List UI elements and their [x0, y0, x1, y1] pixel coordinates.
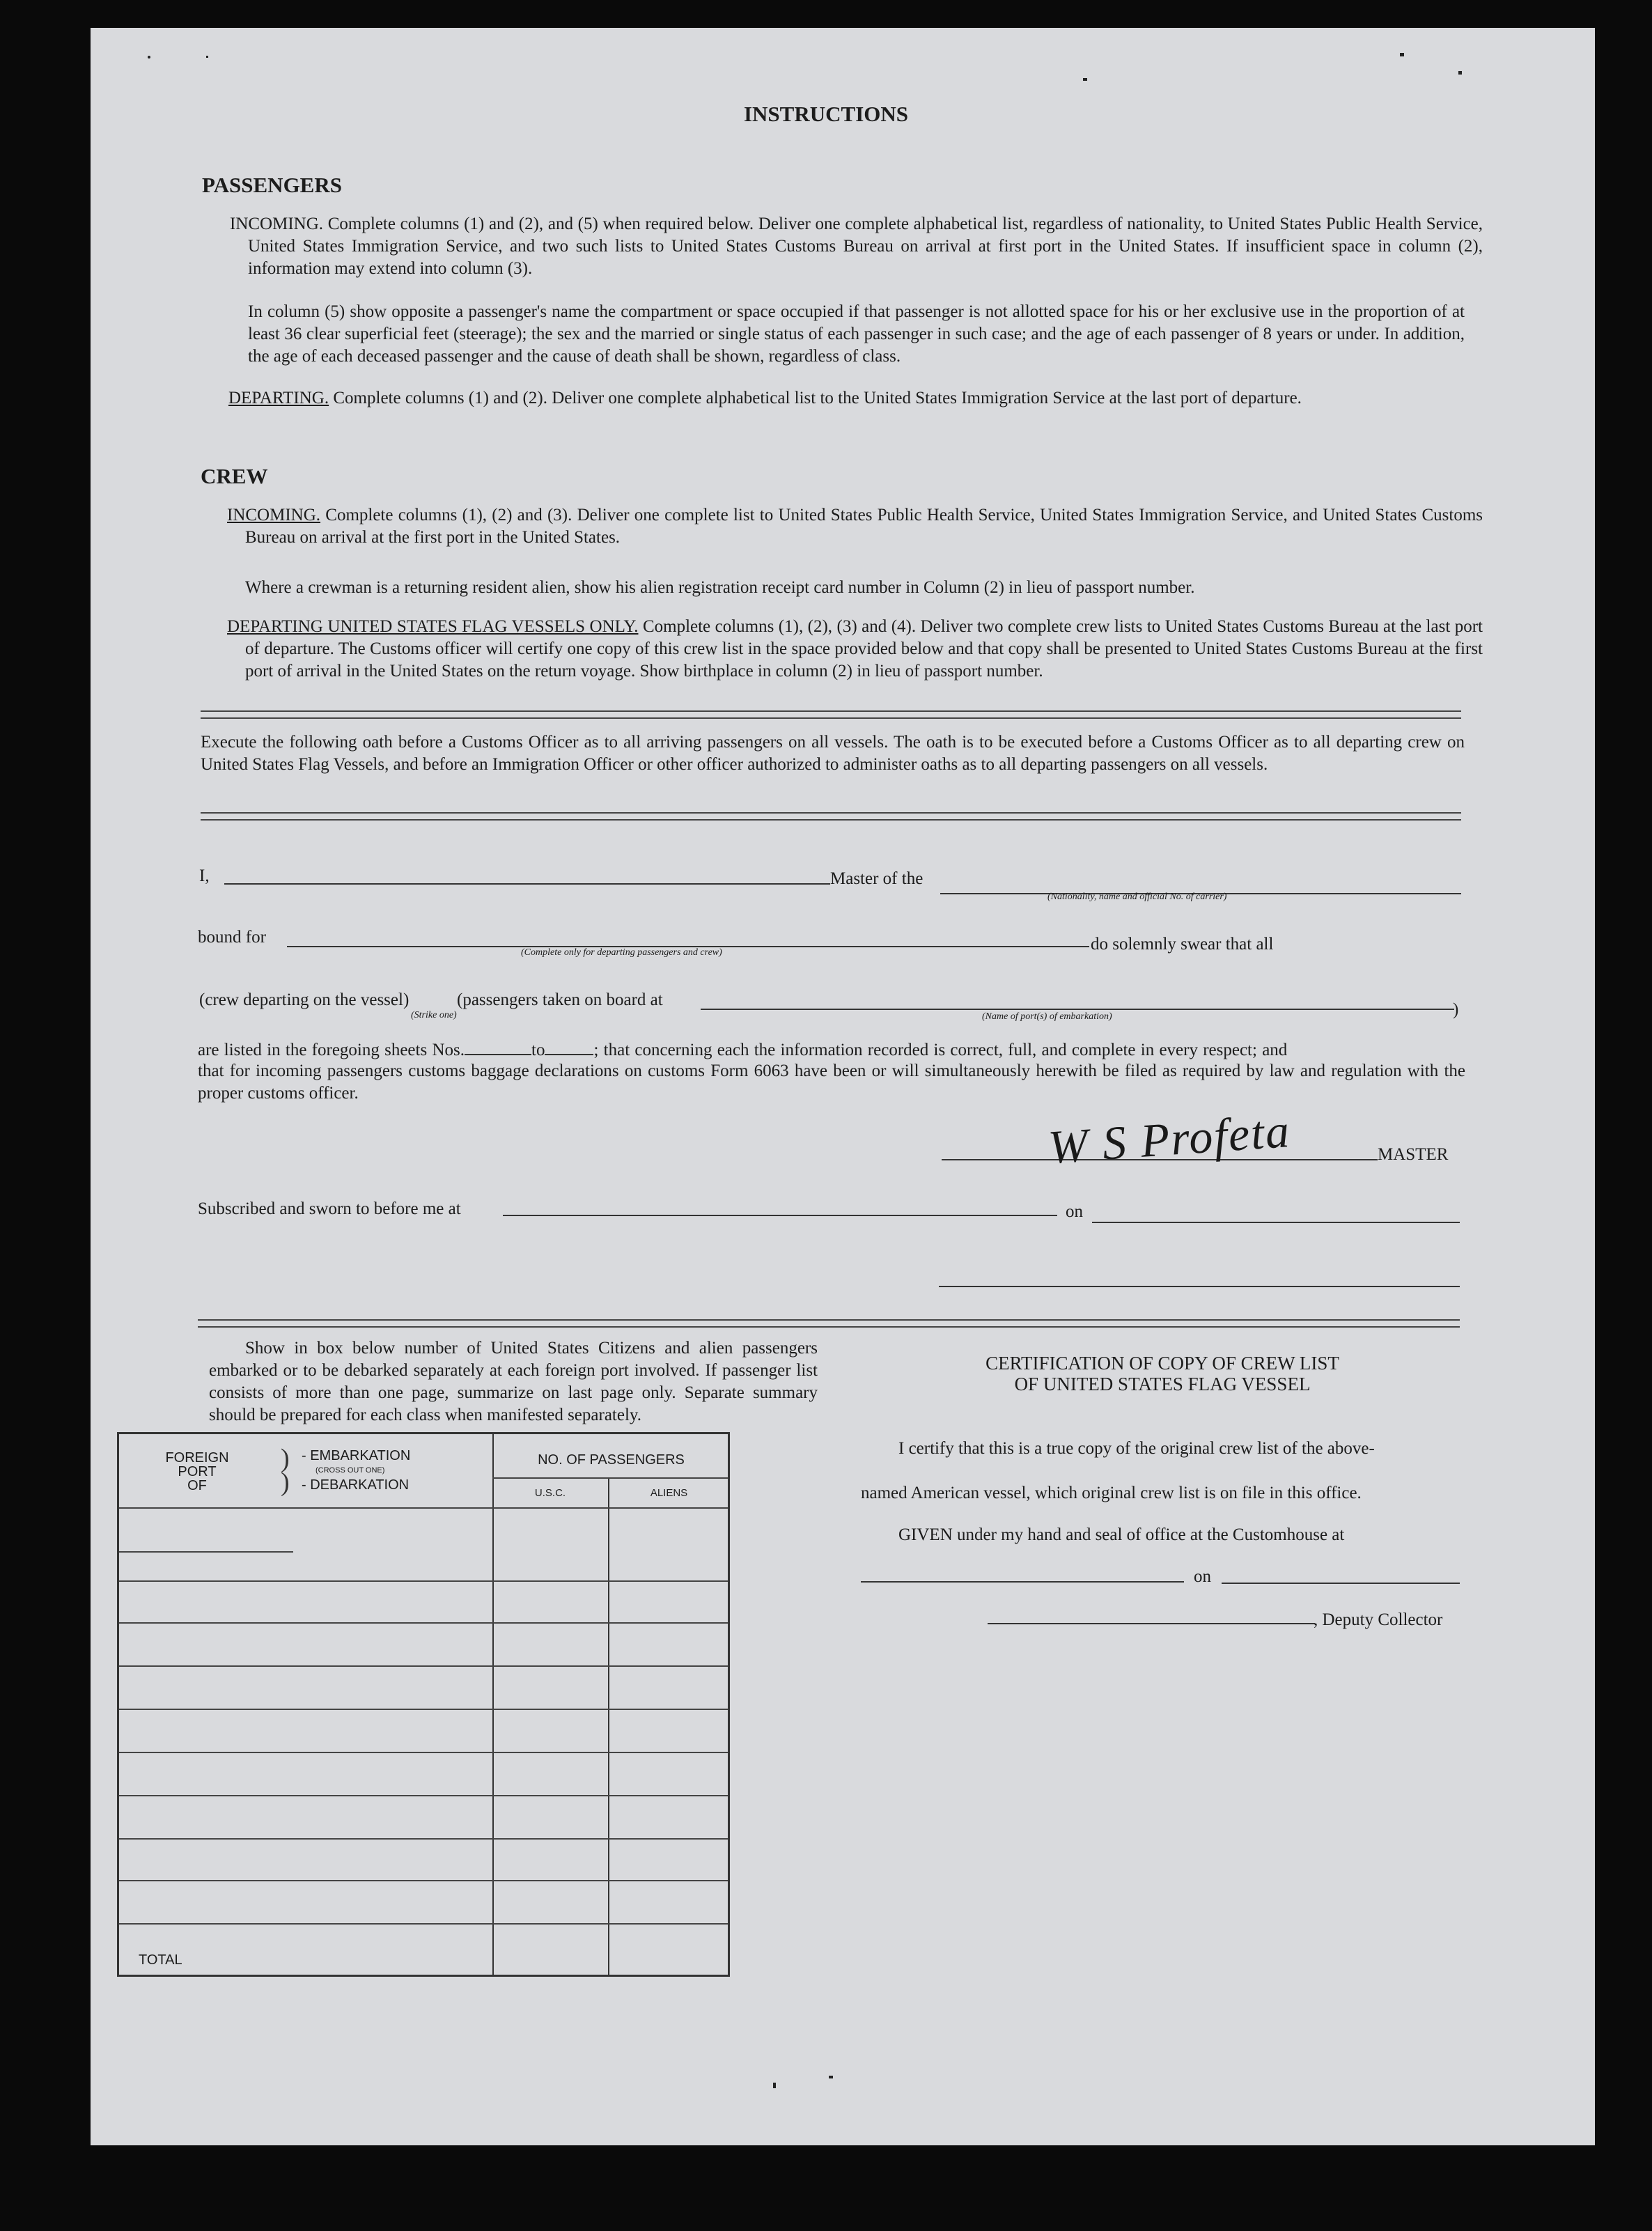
speck [1400, 53, 1404, 56]
of-label: OF [187, 1478, 207, 1493]
listed-sheets-label: are listed in the foregoing sheets Nos. [198, 1041, 465, 1059]
speck [773, 2083, 776, 2088]
sworn-on-label: on [1066, 1202, 1083, 1221]
certify-line1: I certify that this is a true copy of the original crew list of the above- [898, 1439, 1375, 1458]
crew-departing-text: Complete columns (1), (2), (3) and (4). Deliver two complete crew lists to United States Customs Bureau at the last port of departure. The Customs officer will certify one copy of this crew list in the space provided below and that copy shall be presented to United States Customs Bureau at the first port of arrival in the United States on the return voyage. Show birthplace in column (2) in lieu of passport number. [245, 617, 1483, 681]
instructions-title: INSTRUCTIONS [743, 102, 908, 126]
foreign-port-of-header [154, 1451, 240, 1493]
crew-incoming-label: INCOMING. [227, 506, 321, 524]
table-divider [492, 1477, 728, 1479]
aliens-header: ALIENS [650, 1487, 688, 1499]
certification-on-label: on [1194, 1567, 1211, 1586]
passengers-incoming-label: INCOMING. [230, 215, 324, 233]
complete-only-caption: (Complete only for departing passengers and crew) [521, 947, 722, 958]
table-row-line [119, 1923, 728, 1925]
crew-incoming-text: Complete columns (1), (2) and (3). Deliver one complete list to United States Public Health Service, United States Immigration Service, and United States Customs Bureau on arrival at the first port in the United States. [245, 506, 1483, 547]
crew-departing-paragraph [227, 616, 1483, 683]
table-row-line [119, 1752, 728, 1753]
crew-heading: CREW [201, 464, 268, 488]
master-signature: W S Profeta [1046, 1103, 1293, 1174]
table-header-bottom [119, 1507, 728, 1509]
cross-out-label: (CROSS OUT ONE) [315, 1466, 385, 1475]
strike-one-caption: (Strike one) [411, 1010, 457, 1020]
speck [148, 56, 150, 59]
listed-line [198, 1039, 1465, 1062]
name-of-port-caption: (Name of port(s) of embarkation) [982, 1011, 1112, 1022]
debarkation-label: - DEBARKATION [302, 1477, 410, 1493]
listed-to-label: to [531, 1041, 545, 1059]
passengers-departing-paragraph [228, 387, 1483, 410]
oath-i-label: I, [199, 866, 210, 885]
listed-rest-paragraph: that for incoming passengers customs baggage declarations on customs Form 6063 have been or will simultaneously herewith be filed as required by law and regulation with the proper customs officer. [198, 1062, 1465, 1103]
usc-header: U.S.C. [534, 1487, 566, 1499]
sworn-date-field[interactable] [1092, 1222, 1460, 1223]
table-row-line [119, 1795, 728, 1796]
table-row-line [119, 1665, 728, 1667]
table-row-line [119, 1551, 293, 1553]
oath-intro-paragraph: Execute the following oath before a Customs Officer as to all arriving passengers on all vessels. The oath is to be executed before a Customs Officer as to all departing crew on United States Flag Vessels, and before an Immigration Officer or other officer authorized to administer oaths as to all departing passengers on all vessels. [201, 733, 1465, 774]
table-row-line [119, 1580, 728, 1582]
passengers-heading: PASSENGERS [202, 173, 342, 197]
no-of-passengers-header: NO. OF PASSENGERS [538, 1452, 685, 1468]
table-divider [608, 1477, 609, 1975]
table-row-line [119, 1880, 728, 1881]
speck [1083, 78, 1087, 81]
passengers-column5-paragraph: In column (5) show opposite a passenger's name the compartment or space occupied if that passenger is not allotted space for his or her exclusive use in the proportion of at least 36 clear superficial feet (steerage); the sex and the married or single status of each passenger in such case; and the age of each passenger of 8 years or under. In addition, the age of each deceased passenger and the cause of death shall be shown, regardless of class. [248, 302, 1465, 366]
master-of-the-label: Master of the [830, 869, 924, 888]
table-row-line [119, 1622, 728, 1624]
summary-instructions: Show in box below number of United States Citizens and alien passengers embarked or to be debarked separately at each foreign port involved. If passenger list consists of more than one page, summarize on last page only. Separate summary should be prepared for each class when manifested separately. [209, 1339, 818, 1424]
passengers-departing-label: DEPARTING. [228, 389, 329, 407]
master-name-field[interactable] [224, 883, 830, 885]
nationality-caption: (Nationality, name and official No. of carrier) [1047, 892, 1227, 902]
divider [198, 1319, 1460, 1328]
crew-departing-option: (crew departing on the vessel) [199, 990, 410, 1009]
passengers-departing-text: Complete columns (1) and (2). Deliver one complete alphabetical list to the United States Immigration Service at the last port of departure. [333, 389, 1302, 407]
divider [201, 710, 1461, 719]
passengers-taken-option: (passengers taken on board at [457, 990, 663, 1009]
certification-title-line1: CERTIFICATION OF COPY OF CREW LIST [985, 1353, 1339, 1374]
speck [1458, 71, 1462, 75]
crew-incoming-paragraph [227, 504, 1483, 549]
passengers-incoming-paragraph [230, 213, 1483, 280]
brace: ) ) [281, 1444, 290, 1497]
divider [201, 812, 1461, 821]
sheet-from-field[interactable] [465, 1054, 531, 1055]
table-divider [492, 1434, 494, 1975]
bound-for-label: bound for [198, 928, 266, 947]
certification-title-line2: OF UNITED STATES FLAG VESSEL [1014, 1374, 1311, 1394]
certification-date-field[interactable] [1222, 1583, 1460, 1584]
crew-resident-paragraph: Where a crewman is a returning resident alien, show his alien registration receipt card number in Column (2) in lieu of passport number. [245, 578, 1195, 597]
deputy-collector-label: , Deputy Collector [1314, 1610, 1443, 1629]
subscribed-label: Subscribed and sworn to before me at [198, 1199, 461, 1218]
listed-correct-text: ; that concerning each the information recorded is correct, full, and complete in every respect; and [593, 1041, 1288, 1059]
do-solemnly-label: do solemnly swear that all [1091, 935, 1274, 954]
customhouse-field[interactable] [861, 1581, 1184, 1583]
deputy-collector-signature-field[interactable] [988, 1623, 1315, 1624]
sworn-place-field[interactable] [503, 1215, 1057, 1216]
master-label: MASTER [1378, 1145, 1449, 1164]
speck [206, 56, 208, 58]
port-label: PORT [178, 1464, 217, 1479]
speck [829, 2076, 833, 2078]
embarkation-port-field[interactable] [701, 1009, 1454, 1010]
total-label: TOTAL [139, 1952, 182, 1968]
officer-signature-field[interactable] [939, 1286, 1460, 1287]
embarkation-label: - EMBARKATION [302, 1448, 411, 1463]
certification-title [909, 1353, 1416, 1394]
given-line: GIVEN under my hand and seal of office at the Customhouse at [898, 1525, 1345, 1544]
foreign-label: FOREIGN [165, 1450, 229, 1466]
sheet-to-field[interactable] [545, 1054, 593, 1055]
passengers-incoming-text: Complete columns (1) and (2), and (5) when required below. Deliver one complete alphabetical list, regardless of nationality, to United States Public Health Service, United States Immigration Service, and two such lists to United States Customs Bureau on arrival at first port in the United States. If insufficient space in column (2), information may extend into column (3). [248, 215, 1483, 278]
close-paren: ) [1453, 1000, 1459, 1019]
crew-departing-label: DEPARTING UNITED STATES FLAG VESSELS ONLY. [227, 617, 639, 636]
certify-line2: named American vessel, which original crew list is on file in this office. [861, 1484, 1362, 1502]
table-row-line [119, 1838, 728, 1840]
passenger-summary-table [117, 1432, 730, 1977]
table-row-line [119, 1709, 728, 1710]
